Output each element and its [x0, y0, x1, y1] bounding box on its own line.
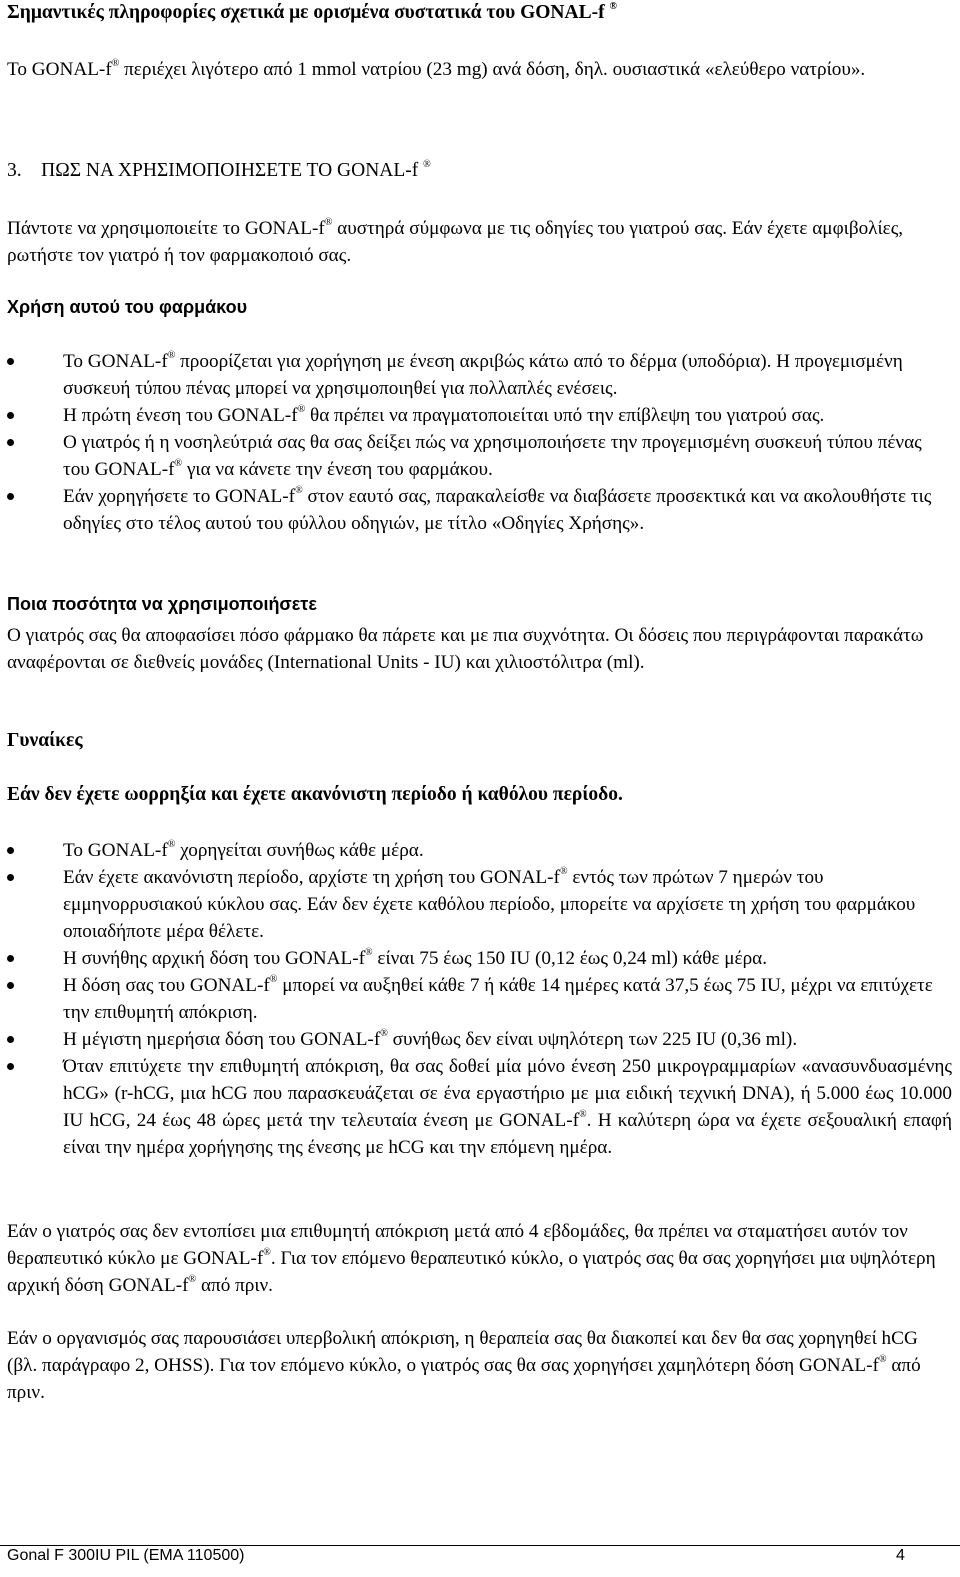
- bullet-icon: [7, 847, 14, 854]
- page-number: 4: [896, 1547, 905, 1564]
- women-heading: Γυναίκες: [7, 730, 83, 751]
- no-response-paragraph: Εάν ο γιατρός σας δεν εντοπίσει μια επιθυμητή απόκριση μετά από 4 εβδομάδες, θα πρέπει να σταματήσει αυτόν τον θεραπευτικό κύκλο με GONAL-f®. Για τον επόμενο θεραπευτικό κύκλο, ο γιατρός σας θα σας χορηγήσει μια υψηλότερη αρχική δόση GONAL-f® από πριν.: [7, 1221, 936, 1296]
- important-info-heading: Σημαντικές πληροφορίες σχετικά με ορισμένα συστατικά του GONAL-f ®: [7, 1, 617, 23]
- always-use-paragraph: Πάντοτε να χρησιμοποιείτε το GONAL-f® αυστηρά σύμφωνα με τις οδηγίες του γιατρού σας. Εάν έχετε αμφιβολίες, ρωτήστε τον γιατρό ή τον φαρμακοποιό σας.: [7, 217, 904, 266]
- use-of-medicine-heading: Χρήση αυτού του φαρμάκου: [7, 297, 248, 317]
- dosage-paragraph: Ο γιατρός σας θα αποφασίσει πόσο φάρμακο θα πάρετε και με πια συχνότητα. Οι δόσεις που περιγράφονται παρακάτω αναφέρονται σε διεθνείς μονάδες (International Units - IU) και χιλιοστόλιτρα (ml).: [7, 625, 924, 673]
- registered-mark: ®: [167, 839, 176, 850]
- registered-mark: ®: [324, 217, 333, 228]
- dosage-heading: Ποια ποσότητα να χρησιμοποιήσετε: [7, 594, 317, 614]
- bullet-icon: [7, 439, 14, 446]
- use-bullet-list: [7, 348, 952, 537]
- registered-mark: ®: [167, 350, 176, 361]
- registered-mark: ®: [559, 866, 568, 877]
- registered-mark: ®: [174, 458, 183, 469]
- bullet-icon: [7, 874, 14, 881]
- list-item: Το GONAL-f® χορηγείται συνήθως κάθε μέρα.: [7, 837, 952, 864]
- list-item: Το GONAL-f® προορίζεται για χορήγηση με ένεση ακριβώς κάτω από το δέρμα (υποδόρια). Η προγεμισμένη συσκευή τύπου πένας μπορεί να χρησιμοποιηθεί για πολλαπλές ενέσεις.: [7, 348, 952, 402]
- registered-mark: ®: [878, 1354, 887, 1365]
- anovulation-subheading: Εάν δεν έχετε ωορρηξία και έχετε ακανόνιστη περίοδο ή καθόλου περίοδο.: [7, 784, 623, 805]
- registered-mark: ®: [269, 974, 278, 985]
- bullet-icon: [7, 1063, 14, 1070]
- registered-mark: ®: [188, 1274, 197, 1285]
- list-item: Η πρώτη ένεση του GONAL-f® θα πρέπει να πραγματοποιείται υπό την επίβλεψη του γιατρού σας.: [7, 402, 952, 429]
- registered-mark: ®: [364, 947, 373, 958]
- list-item: Ο γιατρός ή η νοσηλεύτριά σας θα σας δείξει πώς να χρησιμοποιήσετε την προγεμισμένη συσκευή τύπου πένας του GONAL-f® για να κάνετε την ένεση του φαρμάκου.: [7, 429, 952, 483]
- registered-mark: ®: [579, 1109, 587, 1120]
- registered-mark: ®: [295, 485, 303, 496]
- registered-mark: ®: [423, 159, 431, 170]
- bullet-icon: [7, 493, 14, 500]
- list-item: Εάν χορηγήσετε το GONAL-f® στον εαυτό σας, παρακαλείσθε να διαβάσετε προσεκτικά και να ακολουθήστε τις οδηγίες στο τέλος αυτού του φύλλου οδηγιών, με τίτλο «Οδηγίες Χρήσης».: [7, 483, 952, 537]
- dosage-bullet-list: [7, 837, 952, 1161]
- registered-mark: ®: [111, 58, 120, 69]
- section-3-heading: 3. ΠΩΣ ΝΑ ΧΡΗΣΙΜΟΠΟΙΗΣΕΤΕ ΤΟ GONAL-f ®: [7, 159, 431, 181]
- list-item: Η συνήθης αρχική δόση του GONAL-f® είναι 75 έως 150 IU (0,12 έως 0,24 ml) κάθε μέρα.: [7, 945, 952, 972]
- list-item: Η μέγιστη ημερήσια δόση του GONAL-f® συνήθως δεν είναι υψηλότερη των 225 IU (0,36 ml).: [7, 1026, 952, 1053]
- bullet-icon: [7, 358, 14, 365]
- list-item: Η δόση σας του GONAL-f® μπορεί να αυξηθεί κάθε 7 ή κάθε 14 ημέρες κατά 37,5 έως 75 IU, μέχρι να επιτύχετε την επιθυμητή απόκριση.: [7, 972, 952, 1026]
- bullet-icon: [7, 955, 14, 962]
- registered-mark: ®: [263, 1247, 271, 1258]
- registered-mark: ®: [297, 404, 306, 415]
- over-response-paragraph: Εάν ο οργανισμός σας παρουσιάσει υπερβολική απόκριση, η θεραπεία σας θα διακοπεί και δεν θα σας χορηγηθεί hCG (βλ. παράγραφο 2, OHSS). Για τον επόμενο κύκλο, ο γιατρός σας θα σας χορηγήσει χαμηλότερη δόση GONAL-f® από πριν.: [7, 1328, 921, 1403]
- registered-mark: ®: [380, 1028, 388, 1039]
- list-item: Όταν επιτύχετε την επιθυμητή απόκριση, θα σας δοθεί μία μόνο ένεση 250 μικρογραμμαρίων «ανασυνδυασμένης hCG» (r-hCG, μια hCG που παρασκευάζεται σε ένα εργαστήριο με μια ειδική τεχνική DNA), ή 5.000 έως 10.000 IU hCG, 24 έως 48 ώρες μετά την τελευταία ένεση με GONAL-f®. Η καλύτερη ώρα να έχετε σεξουαλική επαφή είναι την ημέρα χορήγησης της ένεσης με hCG και την επόμενη ημέρα.: [7, 1053, 952, 1161]
- bullet-icon: [7, 412, 14, 419]
- list-item: Εάν έχετε ακανόνιστη περίοδο, αρχίστε τη χρήση του GONAL-f® εντός των πρώτων 7 ημερών του εμμηνορρυσιακού κύκλου σας. Εάν δεν έχετε καθόλου περίοδο, μπορείτε να αρχίσετε τη χρήση του φαρμάκου οποιαδήποτε μέρα θέλετε.: [7, 864, 952, 945]
- registered-mark: ®: [609, 1, 617, 12]
- bullet-icon: [7, 982, 14, 989]
- footer-divider: [0, 1545, 960, 1546]
- sodium-paragraph: Το GONAL-f® περιέχει λιγότερο από 1 mmol νατρίου (23 mg) ανά δόση, δηλ. ουσιαστικά «ελεύθερο νατρίου».: [7, 58, 866, 80]
- bullet-icon: [7, 1036, 14, 1043]
- footer-document-id: Gonal F 300IU PIL (EMA 110500): [7, 1547, 245, 1564]
